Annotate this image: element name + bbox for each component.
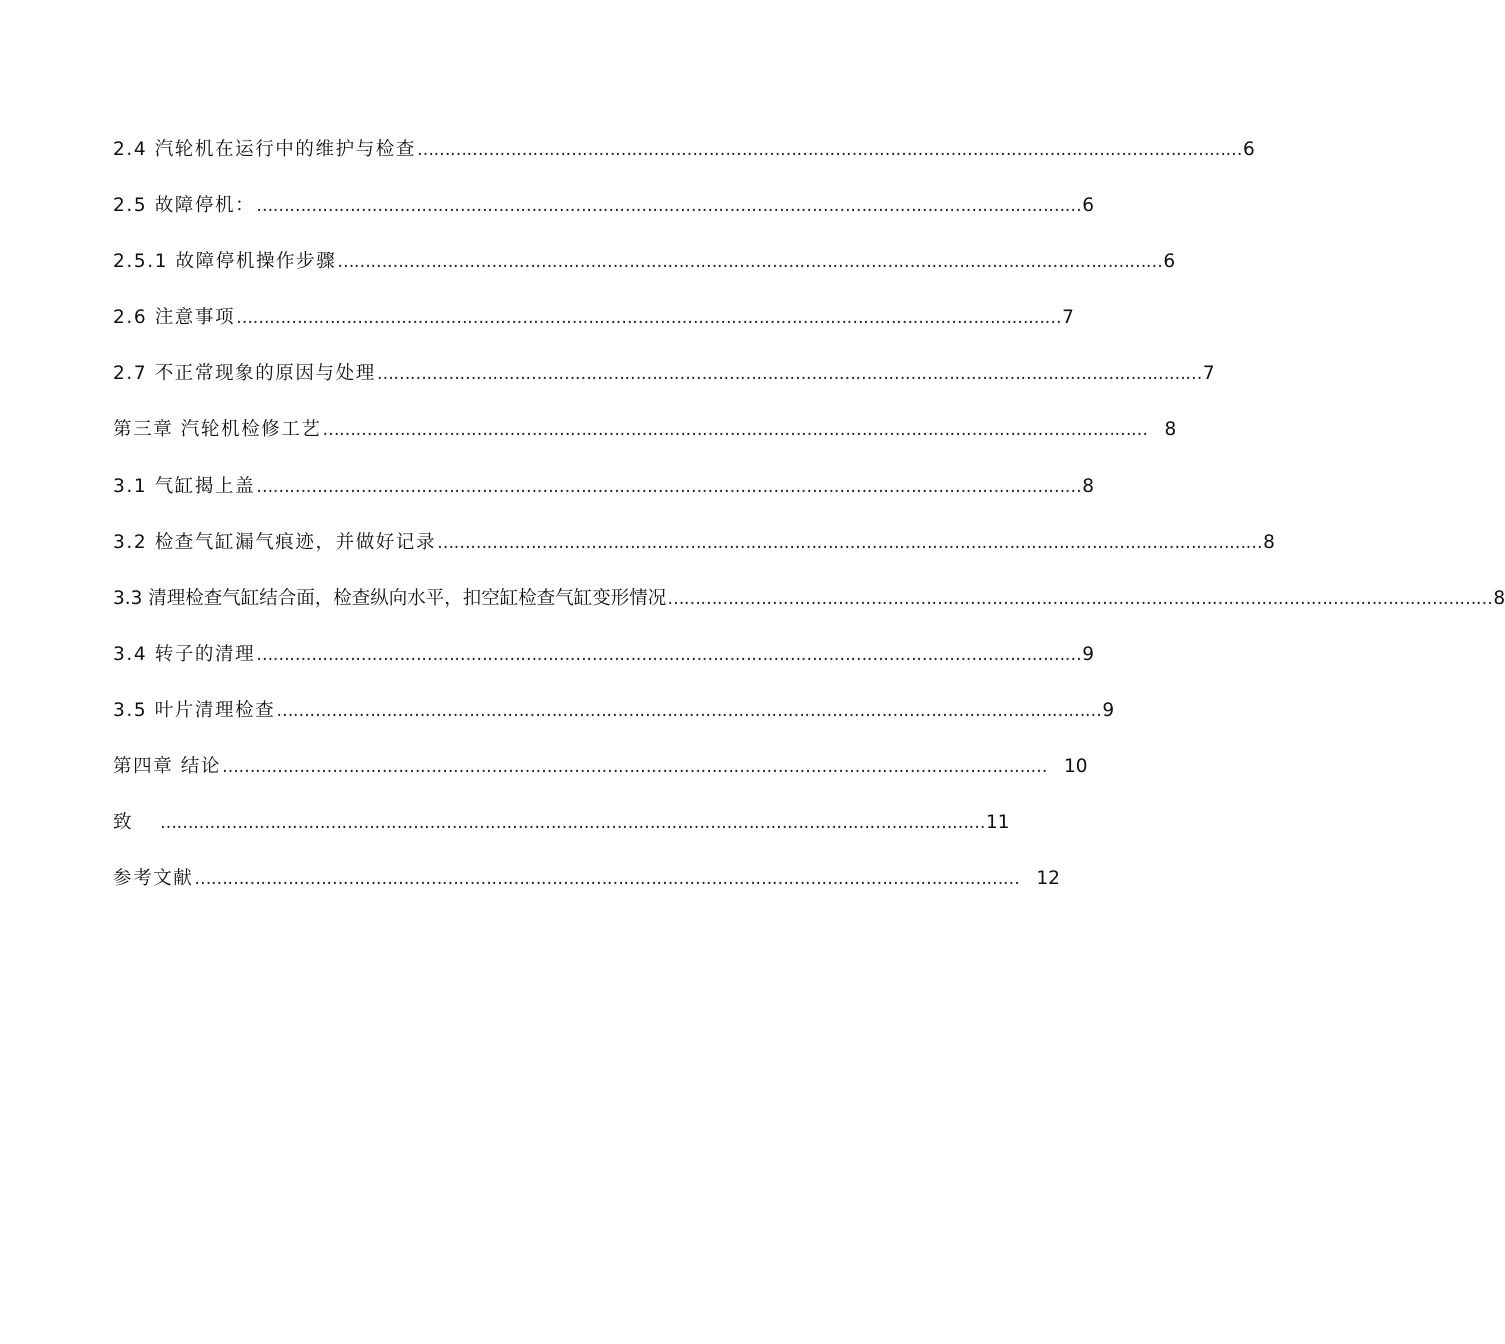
toc-entry-title: 3.2 检查气缸漏气痕迹，并做好记录 (113, 531, 437, 553)
toc-entry[interactable] (113, 697, 1115, 753)
toc-entry-title: 2.5.1 故障停机操作步骤 (113, 251, 337, 273)
toc-dot-leader: …………………………………………………………………………………………………………………………………… (667, 588, 1493, 609)
toc-dot-leader: …………………………………………………………………………………………………………………………………… (256, 196, 1082, 217)
toc-entry[interactable] (113, 529, 1275, 585)
toc-page-number: 6 (1243, 139, 1255, 160)
toc-chapter-title: 第三章 汽轮机检修工艺 (113, 419, 322, 441)
toc-dot-leader: …………………………………………………………………………………………………………………………………… (376, 364, 1202, 385)
toc-entry[interactable] (113, 473, 1094, 529)
toc-dot-leader: …………………………………………………………………………………………………………………………………… (337, 252, 1163, 273)
toc-page-number: 8 (1082, 475, 1094, 497)
toc-entry[interactable] (113, 641, 1094, 697)
toc-chapter-entry[interactable] (113, 753, 1088, 809)
toc-dot-leader: …………………………………………………………………………………………………………………………………… (276, 700, 1102, 721)
toc-entry-title: 3.5 叶片清理检查 (113, 699, 276, 721)
toc-page-number: 7 (1202, 363, 1215, 385)
toc-entry-title: 2.4 汽轮机在运行中的维护与检查 (113, 139, 417, 160)
toc-entry[interactable] (113, 809, 1010, 865)
toc-page-number: 10 (1063, 756, 1088, 778)
toc-entry[interactable] (113, 248, 1176, 304)
toc-entry-title: 3.3 清理检查气缸结合面，检查纵向水平，扣空缸检查气缸变形情况 (113, 587, 667, 609)
toc-page-number: 8 (1493, 587, 1505, 609)
toc-entry[interactable] (113, 304, 1074, 360)
toc-entry[interactable] (113, 360, 1215, 416)
toc-entry-title: 3.4 转子的清理 (113, 643, 256, 665)
toc-entry-title: 2.7 不正常现象的原因与处理 (113, 363, 376, 385)
toc-chapter-entry[interactable] (113, 416, 1177, 472)
toc-dot-leader: …………………………………………………………………………………………………………………………………… (437, 532, 1263, 553)
toc-page-number: 9 (1082, 643, 1094, 665)
toc-entry-title: 致 (113, 812, 154, 834)
toc-page-number: 7 (1062, 307, 1074, 329)
toc-page-number: 8 (1263, 531, 1275, 553)
toc-dot-leader: …………………………………………………………………………………………………………………………………… (256, 644, 1082, 665)
toc-page-number: 6 (1082, 195, 1094, 217)
table-of-contents (113, 136, 1505, 921)
toc-page-number: 9 (1102, 699, 1115, 721)
toc-dot-leader: …………………………………………………………………………………………………………………………………… (417, 140, 1243, 160)
toc-dot-leader: …………………………………………………………………………………………………………………………………… (322, 420, 1148, 441)
toc-page-number: 8 (1164, 419, 1177, 441)
toc-dot-leader: …………………………………………………………………………………………………………………………………… (221, 757, 1047, 778)
toc-entry[interactable] (113, 192, 1094, 248)
toc-entry-title: 3.1 气缸揭上盖 (113, 475, 256, 497)
toc-entry-title: 参考文献 (113, 868, 194, 890)
toc-dot-leader: …………………………………………………………………………………………………………………………………… (194, 869, 1020, 890)
toc-page-number: 6 (1163, 251, 1176, 273)
toc-page-number: 12 (1036, 868, 1060, 890)
toc-dot-leader: …………………………………………………………………………………………………………………………………… (160, 813, 985, 834)
toc-page-number: 11 (986, 812, 1010, 834)
toc-entry-title: 2.5 故障停机： (113, 195, 256, 217)
toc-entry-title: 2.6 注意事项 (113, 307, 236, 329)
toc-chapter-title: 第四章 结论 (113, 756, 221, 778)
toc-dot-leader: …………………………………………………………………………………………………………………………………… (236, 308, 1062, 329)
toc-entry[interactable] (113, 585, 1505, 641)
toc-entry[interactable] (113, 865, 1060, 921)
toc-entry[interactable] (113, 136, 1255, 192)
toc-dot-leader: …………………………………………………………………………………………………………………………………… (256, 476, 1082, 497)
